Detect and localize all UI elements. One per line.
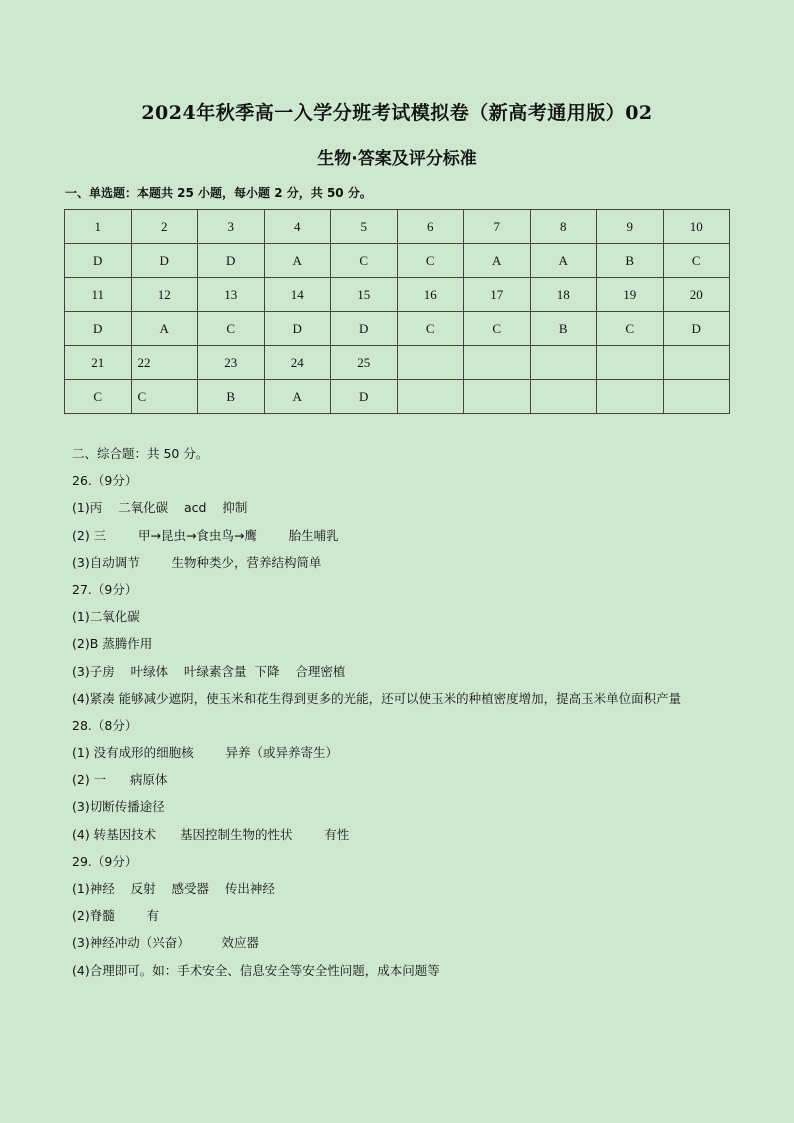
table-cell: A xyxy=(530,244,597,278)
table-cell: 22 xyxy=(131,346,198,380)
answer-line: 26.（9分） xyxy=(72,473,138,489)
table-cell: A xyxy=(464,244,531,278)
answer-line: (1)二氧化碳 xyxy=(72,609,140,625)
table-cell: A xyxy=(264,380,331,414)
answer-line: (2)脊髓 有 xyxy=(72,908,159,924)
table-cell: 9 xyxy=(597,210,664,244)
table-cell: D xyxy=(331,380,398,414)
table-cell: D xyxy=(264,312,331,346)
table-cell: C xyxy=(464,312,531,346)
table-cell: B xyxy=(597,244,664,278)
table-cell: 20 xyxy=(663,278,730,312)
answer-line: (3)神经冲动（兴奋） 效应器 xyxy=(72,935,259,951)
table-row xyxy=(65,244,730,278)
table-cell: 24 xyxy=(264,346,331,380)
table-cell: 2 xyxy=(131,210,198,244)
answer-line: 29.（9分） xyxy=(72,853,138,869)
answer-line: 27.（9分） xyxy=(72,581,138,597)
table-cell: 17 xyxy=(464,278,531,312)
table-cell: A xyxy=(131,312,198,346)
answer-line: (3)自动调节 生物种类少，营养结构简单 xyxy=(72,554,322,570)
table-cell: 21 xyxy=(65,346,132,380)
table-cell: 15 xyxy=(331,278,398,312)
table-cell: C xyxy=(597,312,664,346)
table-cell xyxy=(663,346,730,380)
table-cell: D xyxy=(65,312,132,346)
table-row xyxy=(65,210,730,244)
section1-heading: 一、单选题：本题共 25 小题，每小题 2 分，共 50 分。 xyxy=(65,186,372,200)
table-cell xyxy=(397,380,464,414)
table-cell: 11 xyxy=(65,278,132,312)
table-cell xyxy=(597,380,664,414)
table-cell: C xyxy=(131,380,198,414)
table-cell: D xyxy=(131,244,198,278)
table-cell: 3 xyxy=(198,210,265,244)
answer-line: (4)紧凑 能够减少遮阴，使玉米和花生得到更多的光能，还可以使玉米的种植密度增加，提高玉米单位面积产量 xyxy=(72,690,682,706)
table-cell: C xyxy=(663,244,730,278)
answer-table xyxy=(64,209,730,414)
table-cell: 5 xyxy=(331,210,398,244)
table-cell: D xyxy=(198,244,265,278)
answer-line: (1)丙 二氧化碳 acd 抑制 xyxy=(72,500,248,516)
table-row xyxy=(65,278,730,312)
table-cell xyxy=(530,380,597,414)
table-cell: A xyxy=(264,244,331,278)
table-cell: 25 xyxy=(331,346,398,380)
table-row xyxy=(65,346,730,380)
table-cell xyxy=(597,346,664,380)
answer-line: (1)神经 反射 感受器 传出神经 xyxy=(72,881,275,897)
table-cell: 13 xyxy=(198,278,265,312)
table-cell: B xyxy=(198,380,265,414)
table-cell: D xyxy=(663,312,730,346)
table-row xyxy=(65,312,730,346)
page-subtitle: 生物·答案及评分标准 xyxy=(317,149,477,169)
table-cell: C xyxy=(397,312,464,346)
answer-line: (4)合理即可。如：手术安全、信息安全等安全性问题，成本问题等 xyxy=(72,962,440,978)
table-cell xyxy=(663,380,730,414)
table-cell xyxy=(397,346,464,380)
answer-line: (3)切断传播途径 xyxy=(72,799,165,815)
table-cell: 10 xyxy=(663,210,730,244)
answer-line: (1) 没有成形的细胞核 异养（或异养寄生） xyxy=(72,745,338,761)
table-cell: 23 xyxy=(198,346,265,380)
table-cell: C xyxy=(397,244,464,278)
page-title: 2024年秋季高一入学分班考试模拟卷（新高考通用版）02 xyxy=(141,102,653,124)
answer-line: (2) 一 病原体 xyxy=(72,772,168,788)
table-row xyxy=(65,380,730,414)
answer-line: (2)B 蒸腾作用 xyxy=(72,636,153,652)
table-cell xyxy=(530,346,597,380)
table-cell: 6 xyxy=(397,210,464,244)
table-cell: 4 xyxy=(264,210,331,244)
answer-line: (2) 三 甲→昆虫→食虫鸟→鹰 胎生哺乳 xyxy=(72,527,339,543)
table-cell: D xyxy=(331,312,398,346)
table-cell: D xyxy=(65,244,132,278)
section2-heading: 二、综合题：共 50 分。 xyxy=(72,446,209,461)
table-cell: 1 xyxy=(65,210,132,244)
answer-line: (4) 转基因技术 基因控制生物的性状 有性 xyxy=(72,826,350,842)
table-cell: 8 xyxy=(530,210,597,244)
answer-line: 28.（8分） xyxy=(72,717,138,733)
table-cell: B xyxy=(530,312,597,346)
table-cell: C xyxy=(331,244,398,278)
table-cell: C xyxy=(65,380,132,414)
section2 xyxy=(72,440,732,984)
table-cell xyxy=(464,380,531,414)
table-cell: C xyxy=(198,312,265,346)
table-cell: 19 xyxy=(597,278,664,312)
table-cell: 14 xyxy=(264,278,331,312)
answer-line: (3)子房 叶绿体 叶绿素含量 下降 合理密植 xyxy=(72,663,346,679)
table-cell: 7 xyxy=(464,210,531,244)
table-cell xyxy=(464,346,531,380)
table-cell: 16 xyxy=(397,278,464,312)
table-cell: 18 xyxy=(530,278,597,312)
table-cell: 12 xyxy=(131,278,198,312)
